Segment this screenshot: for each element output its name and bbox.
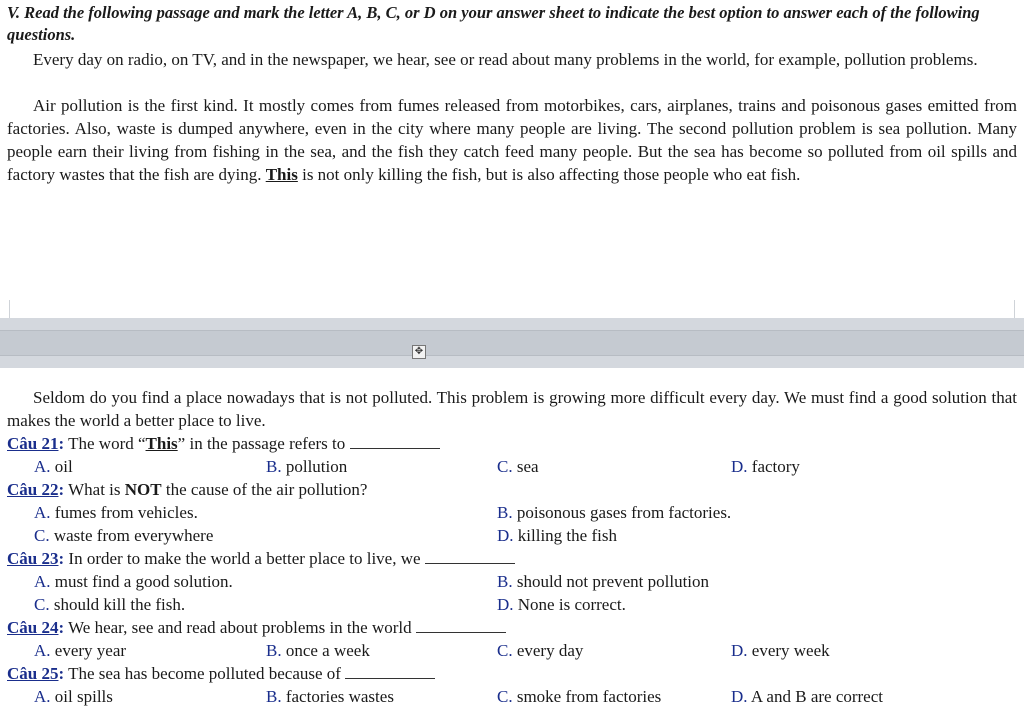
question-text-bold: This [145, 434, 178, 453]
option-letter: B. [266, 687, 282, 706]
option-23-d: D. None is correct. [497, 595, 626, 614]
option-21-b: B. pollution [266, 457, 348, 476]
passage-p2-text-end: is not only killing the fish, but is also affecting those people who eat fish. [302, 165, 801, 184]
option-24-a: A. every year [34, 641, 127, 660]
section-instruction: V. Read the following passage and mark the letter A, B, C, or D on your answer sheet to indicate the best option to answer each of the following questions. [7, 3, 980, 44]
page-separator [0, 330, 1024, 356]
question-text-bold: NOT [124, 480, 162, 499]
option-letter: C. [497, 457, 513, 476]
question-label: Câu 25 [7, 664, 59, 683]
option-23-a: A. must find a good solution. [34, 572, 233, 591]
passage-this-word: This [265, 165, 298, 184]
answer-blank [416, 619, 506, 633]
option-letter: A. [34, 572, 51, 591]
option-letter: C. [497, 641, 513, 660]
question-label: Câu 22 [7, 480, 59, 499]
option-22-c: C. waste from everywhere [34, 526, 214, 545]
passage-paragraph-2 [7, 94, 1017, 186]
question-23: Câu 23: In order to make the world a better place to live, we [7, 547, 515, 570]
question-text-end: ” in the passage refers to [177, 434, 346, 453]
question-label: Câu 24 [7, 618, 59, 637]
passage-paragraph-3: Seldom do you find a place nowadays that is not polluted. This problem is growing more difficult every day. We must find a good solution that makes the world a better place to live. [7, 388, 1017, 430]
question-22: Câu 22: What is NOT the cause of the air pollution? [7, 480, 368, 499]
option-letter: B. [266, 641, 282, 660]
option-25-b: B. factories wastes [266, 687, 394, 706]
option-letter: B. [266, 457, 282, 476]
option-letter: D. [731, 687, 748, 706]
option-25-c: C. smoke from factories [497, 687, 662, 706]
option-24-b: B. once a week [266, 641, 370, 660]
option-letter: A. [34, 687, 51, 706]
option-25-a: A. oil spills [34, 687, 113, 706]
question-text: What is [68, 480, 121, 499]
option-21-a: A. oil [34, 457, 73, 476]
option-letter: C. [34, 526, 50, 545]
option-letter: C. [497, 687, 513, 706]
answer-blank [425, 550, 515, 564]
option-letter: B. [497, 572, 513, 591]
option-letter: D. [731, 641, 748, 660]
page-break-gap [0, 318, 1024, 368]
question-text: We hear, see and read about problems in the world [68, 618, 412, 637]
answer-blank [350, 435, 440, 449]
table-move-handle-icon[interactable]: ✥ [412, 345, 426, 359]
option-22-d: D. killing the fish [497, 526, 617, 545]
question-25: Câu 25: The sea has become polluted because of [7, 662, 435, 685]
option-letter: A. [34, 457, 51, 476]
option-23-b: B. should not prevent pollution [497, 572, 710, 591]
document-page-top [0, 0, 1024, 318]
option-25-d: D. A and B are correct [731, 687, 883, 706]
option-letter: B. [497, 503, 513, 522]
option-letter: C. [34, 595, 50, 614]
question-text: The word “ [68, 434, 146, 453]
passage-p2-text: Air pollution is the first kind. It mostly comes from fumes released from motorbikes, cars, airplanes, trains and poisonous gases emitted from factories. Also, waste is dumped anywhere, even in the city where many people are living. The second pollution problem is sea pollution. Many people earn their living from fishing in the sea, and the fish they catch feed many people. But the sea has become so polluted from oil spills and factory wastes that the fish are dying. [7, 96, 1017, 184]
option-letter: A. [34, 641, 51, 660]
option-22-b: B. poisonous gases from factories. [497, 503, 732, 522]
option-letter: D. [731, 457, 748, 476]
question-21: Câu 21: The word “This” in the passage refers to [7, 432, 440, 455]
question-label: Câu 23 [7, 549, 59, 568]
document-page-bottom [0, 368, 1024, 711]
passage-paragraph-1: Every day on radio, on TV, and in the newspaper, we hear, see or read about many problems in the world, for example, pollution problems. [33, 50, 978, 69]
option-23-c: C. should kill the fish. [34, 595, 186, 614]
option-21-d: D. factory [731, 457, 800, 476]
question-text: In order to make the world a better place to live, we [68, 549, 421, 568]
question-label: Câu 21 [7, 434, 59, 453]
option-letter: A. [34, 503, 51, 522]
option-24-d: D. every week [731, 641, 830, 660]
option-letter: D. [497, 526, 514, 545]
question-24: Câu 24: We hear, see and read about problems in the world [7, 616, 506, 639]
option-21-c: C. sea [497, 457, 539, 476]
question-text: The sea has become polluted because of [68, 664, 341, 683]
option-22-a: A. fumes from vehicles. [34, 503, 198, 522]
option-24-c: C. every day [497, 641, 584, 660]
question-text-end: the cause of the air pollution? [165, 480, 368, 499]
answer-blank [345, 665, 435, 679]
option-letter: D. [497, 595, 514, 614]
